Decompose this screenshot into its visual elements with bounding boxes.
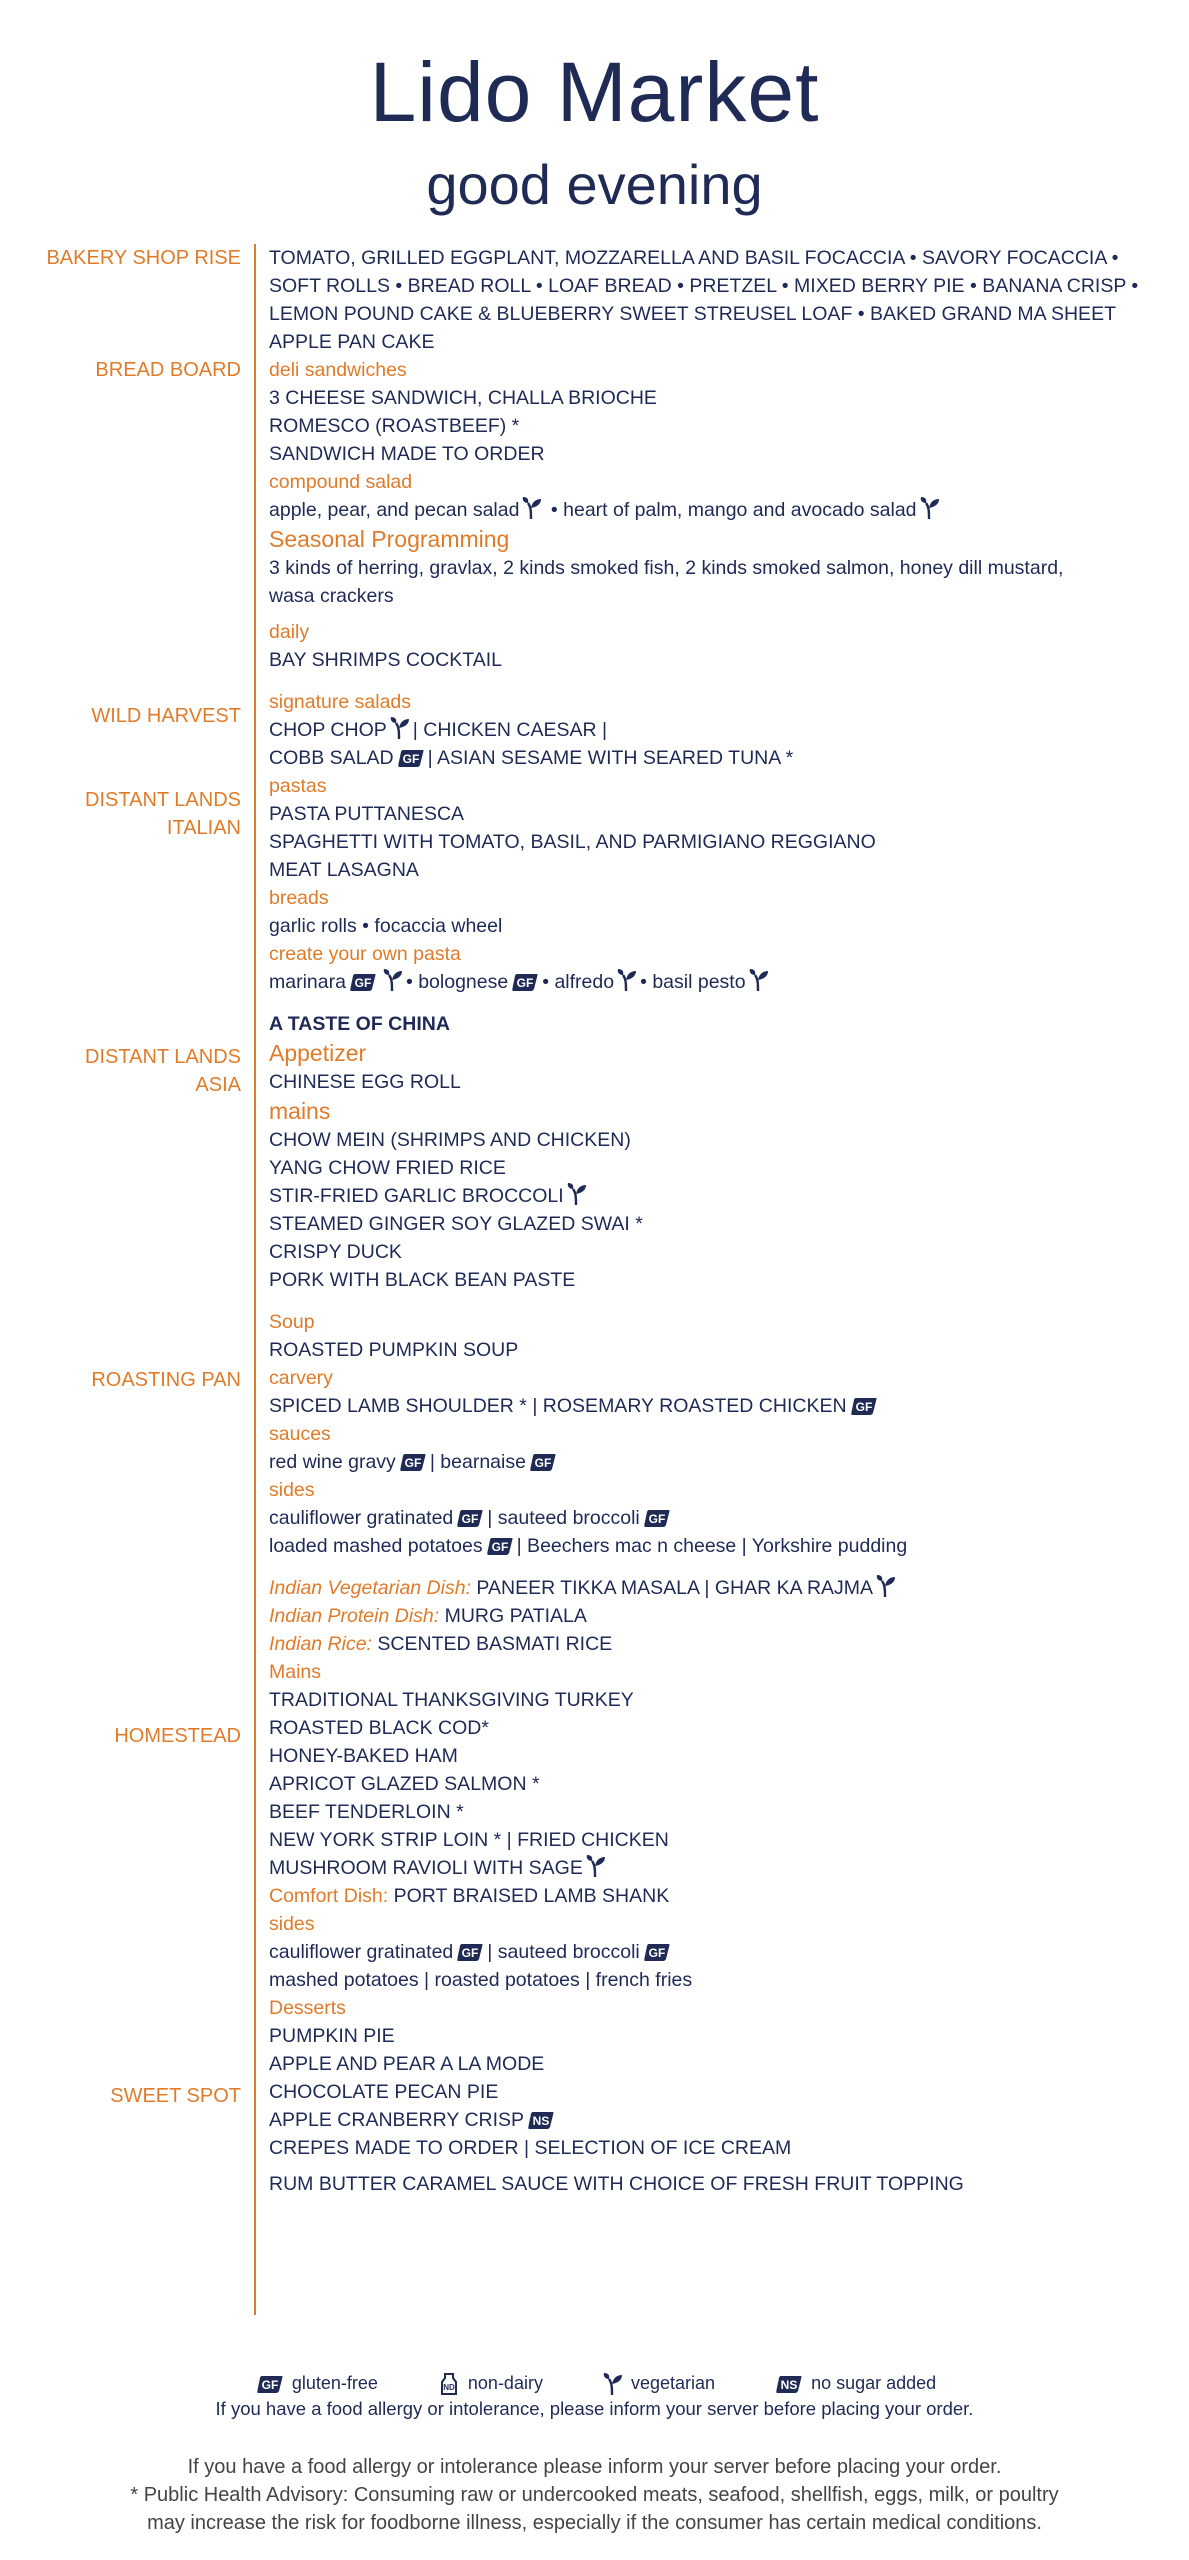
menu-line: [269, 1504, 1174, 1532]
menu-line: 3 kinds of herring, gravlax, 2 kinds smoked fish, 2 kinds smoked salmon, honey dill mustard,: [269, 557, 1064, 579]
section-label-roasting: ROASTING PAN: [91, 1369, 241, 1391]
menu-item: APPLE CRANBERRY CRISP: [269, 2109, 525, 2131]
menu-item: | sauteed broccoli: [487, 1507, 640, 1529]
page-subtitle: good evening: [426, 153, 763, 216]
no-sugar-icon: [527, 2111, 555, 2130]
dish-label: Indian Protein Dish:: [269, 1605, 440, 1627]
section-label-asia: ASIA: [195, 1074, 241, 1096]
menu-line: ROASTED BLACK COD*: [269, 1717, 489, 1739]
vegetarian-icon: [617, 968, 637, 992]
menu-line: APRICOT GLAZED SALMON *: [269, 1773, 540, 1795]
subheading: sauces: [269, 1423, 331, 1445]
menu-item: STIR-FRIED GARLIC BROCCOLI: [269, 1185, 564, 1207]
gluten-free-icon: [456, 1509, 484, 1528]
section-label-distant-2: DISTANT LANDS: [85, 1046, 241, 1068]
menu-line: SPAGHETTI WITH TOMATO, BASIL, AND PARMIGIANO REGGIANO: [269, 831, 876, 853]
menu-line: wasa crackers: [269, 585, 394, 607]
section-label-bread: BREAD BOARD: [95, 359, 241, 381]
section-label-distant-1: DISTANT LANDS: [85, 789, 241, 811]
vegetarian-icon: [390, 716, 410, 740]
menu-line: YANG CHOW FRIED RICE: [269, 1157, 506, 1179]
menu-line: [269, 2106, 1174, 2134]
gluten-free-icon: [643, 1943, 671, 1962]
menu-item: CHOP CHOP: [269, 719, 387, 741]
subheading: breads: [269, 887, 329, 909]
footer: [0, 2453, 1189, 2537]
vegetarian-icon: [876, 1574, 896, 1598]
menu-item: cauliflower gratinated: [269, 1507, 454, 1529]
gluten-free-icon: [643, 1509, 671, 1528]
subheading: pastas: [269, 775, 327, 797]
menu-line: [269, 1448, 1174, 1476]
gluten-free-icon: [850, 1397, 878, 1416]
gluten-free-icon: [511, 973, 539, 992]
legend-label: vegetarian: [630, 2372, 716, 2393]
menu-item: apple, pear, and pecan salad: [269, 499, 520, 521]
menu-line: SOFT ROLLS • BREAD ROLL • LOAF BREAD • PRETZEL • MIXED BERRY PIE • BANANA CRISP •: [269, 275, 1139, 297]
menu-line: [269, 716, 1174, 744]
subheading: daily: [269, 621, 310, 643]
menu-line: [269, 1182, 1174, 1210]
menu-line: ROMESCO (ROASTBEEF) *: [269, 415, 520, 437]
vegetarian-icon: [522, 496, 542, 520]
menu-line: MEAT LASAGNA: [269, 859, 419, 881]
menu-item: | ASIAN SESAME WITH SEARED TUNA *: [427, 747, 794, 769]
non-dairy-icon: [438, 2372, 460, 2396]
allergy-note: If you have a food allergy or intolerance, please inform your server before placing your order.: [215, 2398, 974, 2419]
menu-item: • alfredo: [542, 971, 615, 993]
gluten-free-icon: [456, 1943, 484, 1962]
dish-label: Indian Rice:: [269, 1633, 372, 1655]
gluten-free-icon: [399, 1453, 427, 1472]
menu-line: STEAMED GINGER SOY GLAZED SWAI *: [269, 1213, 643, 1235]
vegetarian-icon: [749, 968, 769, 992]
menu-item: MURG PATIALA: [444, 1605, 587, 1627]
menu-item: • basil pesto: [640, 971, 746, 993]
menu-line: [269, 744, 1174, 772]
menu-line: TRADITIONAL THANKSGIVING TURKEY: [269, 1689, 634, 1711]
menu-item: • bolognese: [405, 971, 509, 993]
menu-line: RUM BUTTER CARAMEL SAUCE WITH CHOICE OF FRESH FRUIT TOPPING: [269, 2173, 964, 2195]
gluten-free-icon: [397, 749, 425, 768]
gluten-free-icon: [256, 2375, 284, 2394]
menu-line: CHOW MEIN (SHRIMPS AND CHICKEN): [269, 1129, 631, 1151]
legend-label: no sugar added: [811, 2372, 937, 2393]
legend-label: non-dairy: [467, 2372, 543, 2393]
page-title: Lido Market: [369, 45, 820, 139]
section-label-italian: ITALIAN: [166, 817, 241, 839]
footer-line: may increase the risk for foodborne illness, especially if the consumer has certain medical conditions.: [147, 2512, 1042, 2534]
section-label-homestead: HOMESTEAD: [114, 1725, 241, 1747]
menu-item: PANEER TIKKA MASALA | GHAR KA RAJMA: [476, 1577, 874, 1599]
menu-line: [269, 1602, 1174, 1630]
menu-item: COBB SALAD: [269, 747, 394, 769]
menu-item: PORT BRAISED LAMB SHANK: [393, 1885, 670, 1907]
subheading: carvery: [269, 1367, 333, 1389]
subheading: compound salad: [269, 471, 413, 493]
subheading: Mains: [269, 1661, 322, 1683]
menu-line: BAY SHRIMPS COCKTAIL: [269, 649, 502, 671]
vegetarian-icon: [603, 2372, 623, 2396]
menu-line: [269, 1392, 1174, 1420]
vegetarian-icon: [586, 1854, 606, 1878]
menu-item: | CHICKEN CAESAR |: [412, 719, 608, 741]
menu-line: APPLE PAN CAKE: [269, 331, 435, 353]
menu-line: APPLE AND PEAR A LA MODE: [269, 2053, 545, 2075]
menu-line: apple, pear, and pecan salad • heart of palm, mango and avocado salad: [269, 496, 1174, 524]
menu-item: marinara: [269, 971, 346, 993]
gluten-free-icon: [529, 1453, 557, 1472]
subheading: Desserts: [269, 1997, 346, 2019]
icon-legend: [0, 2372, 1189, 2396]
section-label-sweet: SWEET SPOT: [110, 2085, 241, 2107]
vegetarian-icon: [920, 496, 940, 520]
menu-item: SCENTED BASMATI RICE: [377, 1633, 613, 1655]
menu-line: garlic rolls • focaccia wheel: [269, 915, 503, 937]
subheading: sides: [269, 1913, 315, 1935]
menu-item: MUSHROOM RAVIOLI WITH SAGE: [269, 1857, 583, 1879]
menu-line: NEW YORK STRIP LOIN * | FRIED CHICKEN: [269, 1829, 669, 1851]
menu-line: [269, 1938, 1174, 1966]
menu-item: | Beechers mac n cheese | Yorkshire pudding: [516, 1535, 908, 1557]
menu-item: | bearnaise: [429, 1451, 526, 1473]
menu-line: PUMPKIN PIE: [269, 2025, 395, 2047]
menu-line: CREPES MADE TO ORDER | SELECTION OF ICE CREAM: [269, 2137, 792, 2159]
menu-line: ROASTED PUMPKIN SOUP: [269, 1339, 519, 1361]
menu-item: | sauteed broccoli: [487, 1941, 640, 1963]
subheading: Soup: [269, 1311, 315, 1333]
menu-line: [269, 1854, 1174, 1882]
menu-line: [269, 1574, 1174, 1602]
menu-line: PORK WITH BLACK BEAN PASTE: [269, 1269, 576, 1291]
menu-line: BEEF TENDERLOIN *: [269, 1801, 464, 1823]
menu-line: SANDWICH MADE TO ORDER: [269, 443, 545, 465]
subheading: Seasonal Programming: [269, 526, 510, 552]
menu-item: cauliflower gratinated: [269, 1941, 454, 1963]
section-divider-line: [254, 244, 256, 2315]
subheading: mains: [269, 1098, 331, 1124]
menu-line: [269, 1882, 1174, 1910]
menu-line: CHINESE EGG ROLL: [269, 1071, 461, 1093]
menu-line: mashed potatoes | roasted potatoes | french fries: [269, 1969, 693, 1991]
subheading: Appetizer: [269, 1040, 367, 1066]
subheading: sides: [269, 1479, 315, 1501]
menu-line: HONEY-BAKED HAM: [269, 1745, 458, 1767]
subheading: deli sandwiches: [269, 359, 407, 381]
menu-line: CRISPY DUCK: [269, 1241, 402, 1263]
section-label-bakery: BAKERY SHOP RISE: [46, 247, 241, 269]
menu-item: loaded mashed potatoes: [269, 1535, 483, 1557]
menu-item: heart of palm, mango and avocado salad: [563, 499, 917, 521]
vegetarian-icon: [567, 1182, 587, 1206]
dish-label: Comfort Dish:: [269, 1885, 389, 1907]
menu-line: CHOCOLATE PECAN PIE: [269, 2081, 499, 2103]
subheading: create your own pasta: [269, 943, 461, 965]
footer-line: * Public Health Advisory: Consuming raw or undercooked meats, seafood, shellfish, eggs, milk, or poultry: [130, 2484, 1059, 2506]
menu-line: LEMON POUND CAKE & BLUEBERRY SWEET STREUSEL LOAF • BAKED GRAND MA SHEET: [269, 303, 1116, 325]
menu-line-heading: A TASTE OF CHINA: [269, 1013, 450, 1035]
menu-line: [269, 1630, 1174, 1658]
menu-item: SPICED LAMB SHOULDER * | ROSEMARY ROASTED CHICKEN: [269, 1395, 847, 1417]
menu-line: [269, 1532, 1174, 1560]
menu-line: TOMATO, GRILLED EGGPLANT, MOZZARELLA AND BASIL FOCACCIA • SAVORY FOCACCIA •: [269, 247, 1119, 269]
menu-line: 3 CHEESE SANDWICH, CHALLA BRIOCHE: [269, 387, 657, 409]
vegetarian-icon: [383, 968, 403, 992]
menu-column: [269, 244, 1174, 2198]
gluten-free-icon: [486, 1537, 514, 1556]
no-sugar-icon: [775, 2375, 803, 2394]
menu-line: [269, 968, 1174, 996]
menu-line: PASTA PUTTANESCA: [269, 803, 465, 825]
menu-item: red wine gravy: [269, 1451, 396, 1473]
section-label-wild: WILD HARVEST: [91, 705, 241, 727]
legend-label: gluten-free: [291, 2372, 378, 2393]
gluten-free-icon: [349, 973, 377, 992]
footer-line: If you have a food allergy or intolerance please inform your server before placing your order.: [187, 2456, 1002, 2478]
subheading: signature salads: [269, 691, 412, 713]
dish-label: Indian Vegetarian Dish:: [269, 1577, 471, 1599]
